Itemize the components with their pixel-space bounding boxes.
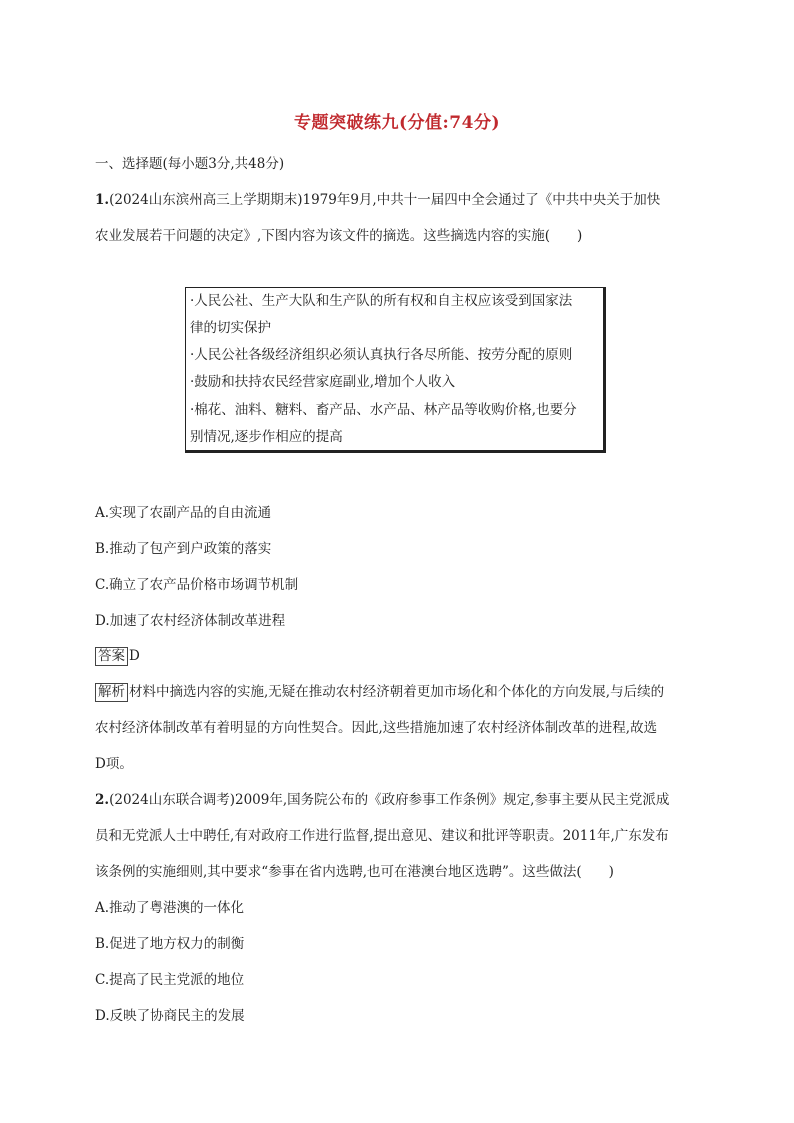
question-1-option-a: A.实现了农副产品的自由流通 [95, 505, 272, 521]
page-title: 专题突破练九(分值:74分) [293, 113, 501, 133]
question-1-analysis-line-1: 解析 材料中摘选内容的实施,无疑在推动农村经济朝着更加市场化和个体化的方向发展,与后续的 [95, 682, 664, 702]
excerpt-line: ·人民公社、生产大队和生产队的所有权和自主权应该受到国家法 [190, 293, 573, 309]
question-1-stem-line-2: 农业发展若干问题的决定》,下图内容为该文件的摘选。这些摘选内容的实施( ) [95, 228, 583, 244]
question-1-number: 1. [95, 192, 110, 208]
question-1-option-d: D.加速了农村经济体制改革进程 [95, 613, 286, 629]
question-2-option-a: A.推动了粤港澳的一体化 [95, 900, 245, 916]
question-2-option-c: C.提高了民主党派的地位 [95, 972, 245, 988]
analysis-label: 解析 [95, 683, 128, 702]
excerpt-line: 律的切实保护 [190, 320, 271, 336]
question-1-option-b: B.推动了包产到户政策的落实 [95, 541, 272, 557]
excerpt-line: ·人民公社各级经济组织必须认真执行各尽所能、按劳分配的原则 [190, 347, 573, 363]
excerpt-line: 别情况,逐步作相应的提高 [190, 429, 343, 445]
question-1-answer [95, 646, 140, 666]
question-1-analysis-line-2: 农村经济体制改革有着明显的方向性契合。因此,这些措施加速了农村经济体制改革的进程,故选 [95, 720, 658, 736]
question-1-excerpt-box [185, 287, 606, 453]
answer-label: 答案 [95, 647, 128, 666]
question-2-stem-line-1: 2.(2024山东联合调考)2009年,国务院公布的《政府参事工作条例》规定,参事主要从民主党派成 [95, 792, 670, 808]
section-heading: 一、选择题(每小题3分,共48分) [95, 156, 285, 172]
question-2-option-d: D.反映了协商民主的发展 [95, 1008, 245, 1024]
question-1-stem-line-1: 1.(2024山东滨州高三上学期期末)1979年9月,中共十一届四中全会通过了《中共中央关于加快 [95, 192, 661, 208]
question-2-number: 2. [95, 792, 110, 808]
question-2-option-b: B.促进了地方权力的制衡 [95, 936, 245, 952]
excerpt-line: ·棉花、油料、糖料、畜产品、水产品、林产品等收购价格,也要分 [190, 402, 577, 418]
question-1-analysis-line-3: D项。 [95, 756, 133, 772]
question-1-option-c: C.确立了农产品价格市场调节机制 [95, 577, 299, 593]
excerpt-line: ·鼓励和扶持农民经营家庭副业,增加个人收入 [190, 374, 456, 390]
question-2-stem-line-2: 员和无党派人士中聘任,有对政府工作进行监督,提出意见、建议和批评等职责。2011年,广东发布 [95, 828, 669, 844]
answer-value: D [129, 648, 140, 664]
question-2-stem-line-3: 该条例的实施细则,其中要求“参事在省内选聘,也可在港澳台地区选聘”。这些做法( ) [95, 864, 614, 880]
